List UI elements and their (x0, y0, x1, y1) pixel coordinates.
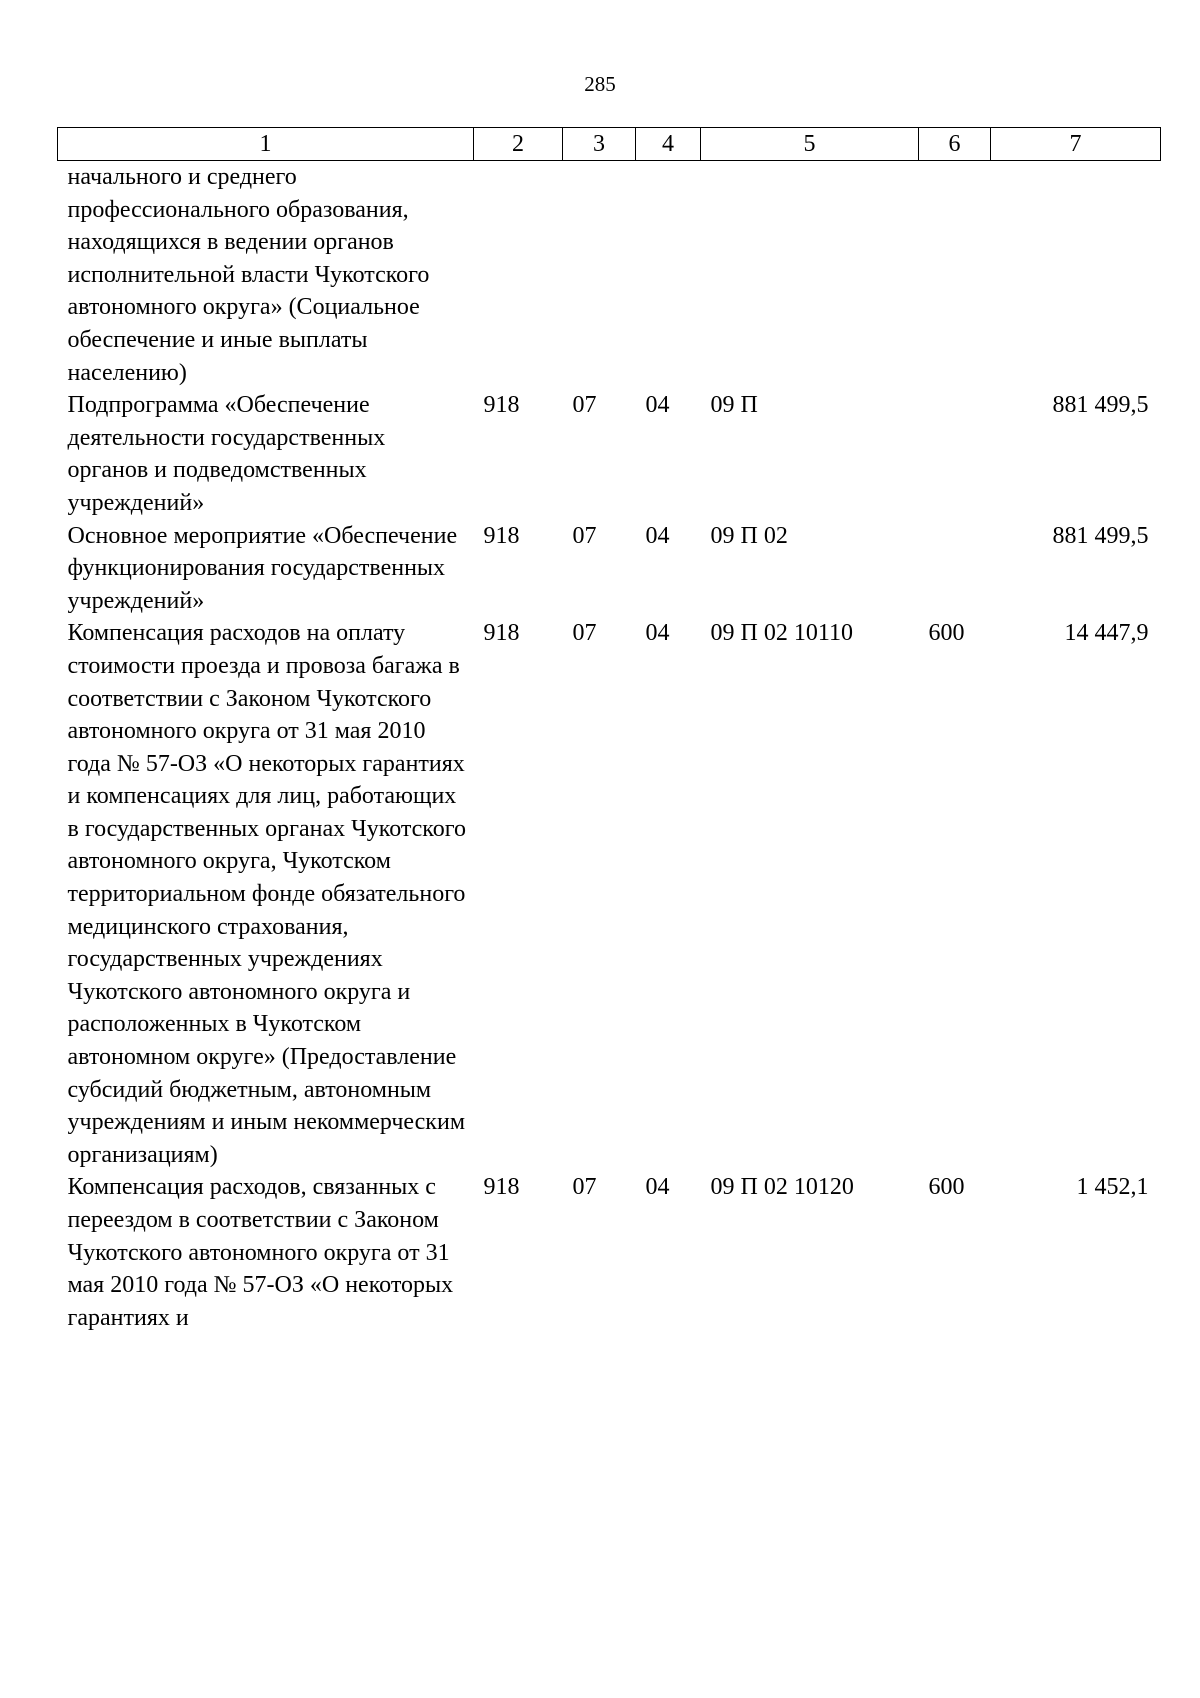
header-col-1: 1 (58, 128, 474, 161)
row-sum: 881 499,5 (1052, 522, 1149, 549)
page-number: 285 (584, 72, 616, 96)
row-vr (919, 389, 991, 519)
row-rz: 07 (572, 522, 597, 549)
table-header (58, 128, 1161, 161)
row-vr: 600 (928, 620, 965, 647)
row-grbs (474, 161, 563, 390)
row-sum: 14 447,9 (1064, 620, 1149, 647)
row-rz: 07 (572, 620, 597, 647)
row-sum: 1 452,1 (1076, 1174, 1149, 1201)
row-rz: 07 (572, 1174, 597, 1201)
row-vr: 600 (928, 1174, 965, 1201)
row-grbs: 918 (483, 522, 520, 549)
header-col-6: 6 (919, 128, 991, 161)
table-row (58, 520, 1161, 618)
header-col-4: 4 (636, 128, 701, 161)
row-grbs: 918 (483, 392, 520, 419)
header-row (58, 128, 1161, 161)
row-csr: 09 П 02 10110 (710, 620, 853, 647)
header-col-3: 3 (563, 128, 636, 161)
row-grbs: 918 (483, 620, 520, 647)
budget-table (57, 127, 1161, 1334)
row-grbs: 918 (483, 1174, 520, 1201)
row-csr (701, 161, 919, 390)
row-csr: 09 П 02 (710, 522, 788, 549)
table-body (58, 161, 1161, 1335)
row-rz (563, 161, 636, 390)
row-csr: 09 П (710, 392, 758, 419)
row-sum (991, 161, 1161, 390)
row-sum: 881 499,5 (1052, 392, 1149, 419)
table-row (58, 161, 1161, 390)
row-name: Основное мероприятие «Обеспечение функционирования государственных учреждений» (67, 522, 458, 614)
row-vr (919, 520, 991, 618)
row-pr: 04 (645, 1174, 670, 1201)
row-name: начального и среднего профессионального образования, находящихся в ведении органов исполнительной власти Чукотского автономного округа» (Социальное обеспечение и иные выплаты населению) (67, 164, 430, 386)
row-pr: 04 (645, 392, 670, 419)
row-name: Компенсация расходов на оплату стоимости проезда и провоза багажа в соответствии с Законом Чукотского автономного округа от 31 мая 2010 года № 57-ОЗ «О некоторых гарантиях и компенсациях для лиц, работающих в государственных органах Чукотского автономного округа, Чукотском территориальном фонде обязательного медицинского страхования, государственных учреждениях Чукотского автономного округа и расположенных в Чукотском автономном округе» (Предоставление субсидий бюджетным, автономным учреждениям и иным некоммерческим организациям) (67, 620, 466, 1168)
row-csr: 09 П 02 10120 (710, 1174, 854, 1201)
row-rz: 07 (572, 392, 597, 419)
row-name: Компенсация расходов, связанных с переездом в соответствии с Законом Чукотского автономного округа от 31 мая 2010 года № 57-ОЗ «О некоторых гарантиях и (67, 1174, 454, 1331)
header-col-7: 7 (991, 128, 1161, 161)
table-row (58, 1171, 1161, 1334)
row-vr (919, 161, 991, 390)
table-row (58, 617, 1161, 1171)
table-row (58, 389, 1161, 519)
row-pr (636, 161, 701, 390)
header-col-5: 5 (701, 128, 919, 161)
row-pr: 04 (645, 620, 670, 647)
row-name: Подпрограмма «Обеспечение деятельности государственных органов и подведомственных учреждений» (67, 392, 386, 516)
header-col-2: 2 (474, 128, 563, 161)
row-pr: 04 (645, 522, 670, 549)
